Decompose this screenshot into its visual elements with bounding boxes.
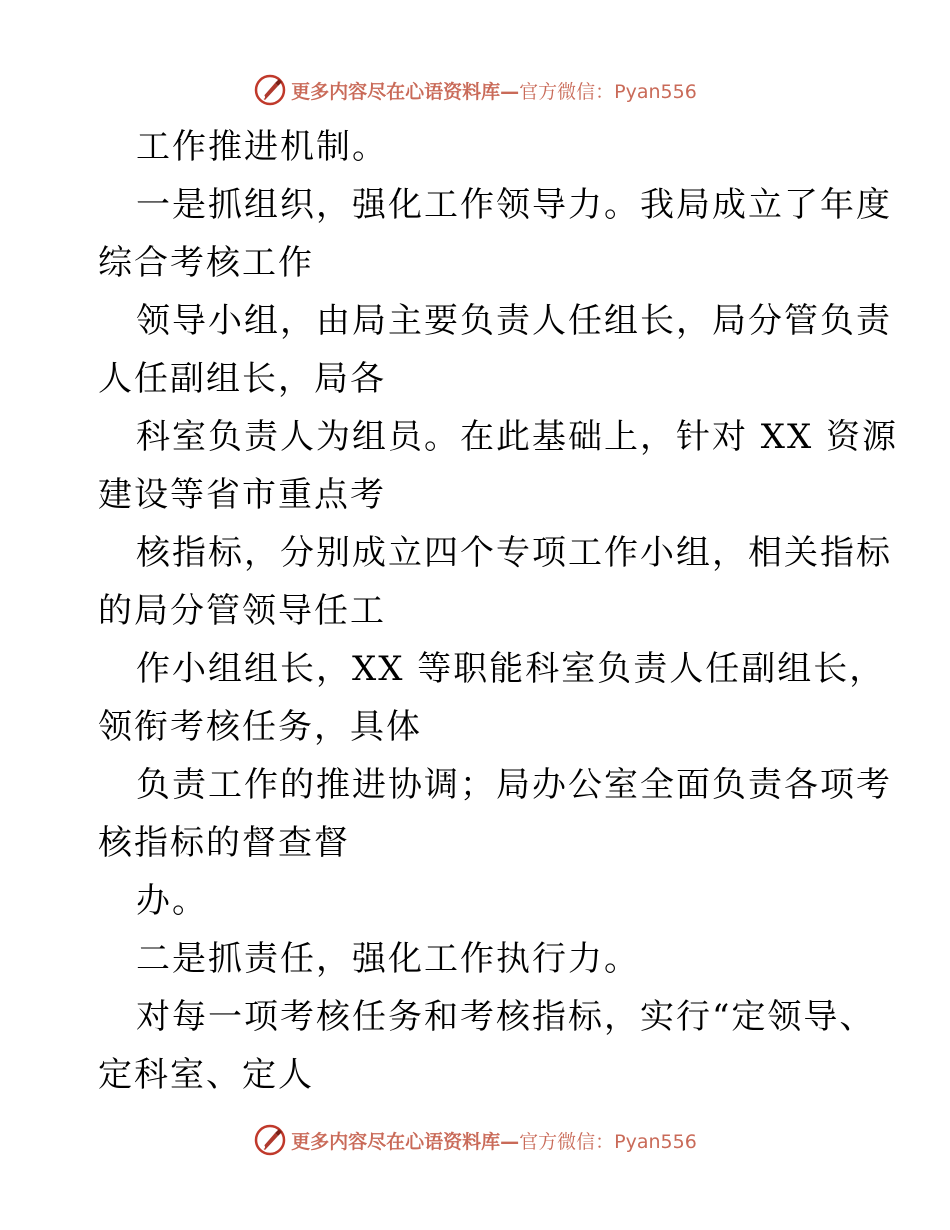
banner-wechat: 官方微信：Pyan556 — [519, 80, 697, 103]
body-text — [98, 118, 899, 1104]
pen-logo-icon — [253, 73, 287, 107]
text-line: 领导小组，由局主要负责人任组长，局分管负责 — [136, 301, 892, 341]
text-line: 定科室、定人 — [98, 1055, 314, 1095]
pen-logo-icon — [253, 1123, 287, 1157]
banner-text: 更多内容尽在心语资料库—官方微信：Pyan556 — [291, 80, 697, 103]
header-banner — [0, 70, 950, 110]
text-line: 负责工作的推进协调；局办公室全面负责各项考 — [136, 765, 892, 805]
text-line: 科室负责人为组员。在此基础上，针对 XX 资源 — [136, 417, 899, 457]
banner-text: 更多内容尽在心语资料库—官方微信：Pyan556 — [291, 1130, 697, 1153]
banner-wechat: 官方微信：Pyan556 — [519, 1130, 697, 1153]
text-line: 作小组组长，XX 等职能科室负责人任副组长， — [136, 649, 886, 689]
text-line: 人任副组长，局各 — [98, 359, 386, 399]
text-line: 建设等省市重点考 — [98, 475, 386, 515]
text-line: 办。 — [136, 881, 208, 921]
text-line: 的局分管领导任工 — [98, 591, 386, 631]
text-line: 工作推进机制。 — [136, 127, 388, 167]
text-line: 核指标的督查督 — [98, 823, 350, 863]
text-line: 核指标，分别成立四个专项工作小组，相关指标 — [136, 533, 892, 573]
footer-banner — [0, 1120, 950, 1160]
text-line: 二是抓责任，强化工作执行力。 — [136, 939, 640, 979]
text-line: 一是抓组织，强化工作领导力。我局成立了年度 — [136, 185, 892, 225]
text-line: 对每一项考核任务和考核指标，实行“定领导、 — [136, 997, 876, 1037]
text-line: 综合考核工作 — [98, 243, 314, 283]
text-line: 领衔考核任务，具体 — [98, 707, 422, 747]
